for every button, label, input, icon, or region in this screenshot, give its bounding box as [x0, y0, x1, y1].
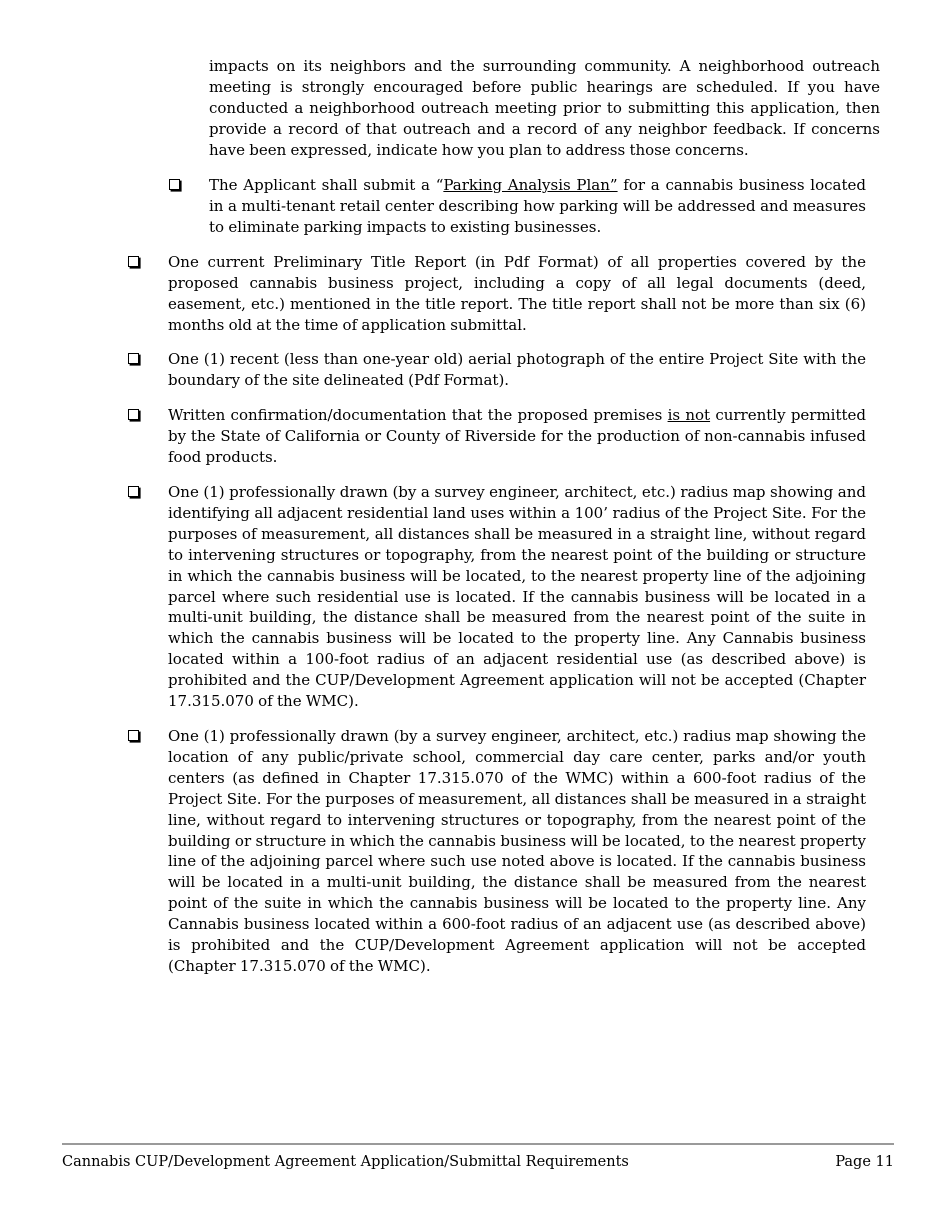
checkbox-icon[interactable] [169, 179, 180, 190]
parking-analysis-item [209, 175, 866, 238]
checkbox-icon[interactable] [128, 256, 139, 267]
parking-analysis-plan-link: Parking Analysis Plan” [443, 176, 618, 194]
footer-divider [62, 1143, 894, 1145]
page-number: Page 11 [835, 1154, 894, 1170]
title-report-item: One current Preliminary Title Report (in Pdf Format) of all properties covered by the proposed cannabis business project, including a copy of all legal documents (deed, easement, etc.) mentioned in the title report. The title report shall not be more than six (6) months old at the time of application submittal. [168, 253, 866, 334]
confirmation-suffix: currently permitted by the State of California or County of Riverside for the production of non-cannabis infused food products. [168, 406, 867, 466]
checkbox-icon[interactable] [128, 353, 139, 364]
checkbox-icon[interactable] [128, 730, 139, 741]
confirmation-emphasis: is not [667, 406, 711, 424]
radius-map-school-item: One (1) professionally drawn (by a survey engineer, architect, etc.) radius map showing the location of any public/private school, commercial day care center, parks and/or youth centers (as defined in Chapter 17.315.070 of the WMC) within a 600-foot radius of the Project Site. For the purposes of measurement, all distances shall be measured in a straight line, without regard to intervening structures or topography, from the nearest point of the building or structure in which the cannabis business will be located, to the nearest property line of the adjoining parcel where such use noted above is located. If the cannabis business will be located in a multi-unit building, the distance shall be measured from the nearest point of the suite in which the cannabis business will be located to the property line. Any Cannabis business located within a 600-foot radius of an adjacent use (as described above) is prohibited and the CUP/Development Agreement application will not be accepted (Chapter 17.315.070 of the WMC). [168, 727, 866, 975]
written-confirmation-item [168, 405, 866, 468]
parking-suffix: for a cannabis business located in a multi-tenant retail center describing how parking will be addressed and measures to eliminate parking impacts to existing businesses. [209, 176, 866, 236]
parking-prefix: The Applicant shall submit a “ [209, 176, 444, 194]
confirmation-prefix: Written confirmation/documentation that the proposed premises [168, 406, 668, 424]
checkbox-icon[interactable] [128, 486, 139, 497]
radius-map-residential-item: One (1) professionally drawn (by a survey engineer, architect, etc.) radius map showing and identifying all adjacent residential land uses within a 100’ radius of the Project Site. For the purposes of measurement, all distances shall be measured in a straight line, without regard to intervening structures or topography, from the nearest point of the building or structure in which the cannabis business will be located, to the nearest property line of the adjoining parcel where such residential use is located. If the cannabis business will be located in a multi-unit building, the distance shall be measured from the nearest point of the suite in which the cannabis business will be located to the property line. Any Cannabis business located within a 100-foot radius of an adjacent residential use (as described above) is prohibited and the CUP/Development Agreement application will not be accepted (Chapter 17.315.070 of the WMC). [168, 483, 866, 711]
outreach-continuation-paragraph: impacts on its neighbors and the surrounding community. A neighborhood outreach meeting is strongly encouraged before public hearings are scheduled. If you have conducted a neighborhood outreach meeting prior to submitting this application, then provide a record of that outreach and a record of any neighbor feedback. If concerns have been expressed, indicate how you plan to address those concerns. [209, 57, 880, 159]
footer-title: Cannabis CUP/Development Agreement Application/Submittal Requirements [62, 1154, 629, 1170]
aerial-photo-item: One (1) recent (less than one-year old) aerial photograph of the entire Project Site with the boundary of the site delineated (Pdf Format). [168, 350, 866, 389]
checkbox-icon[interactable] [128, 409, 139, 420]
